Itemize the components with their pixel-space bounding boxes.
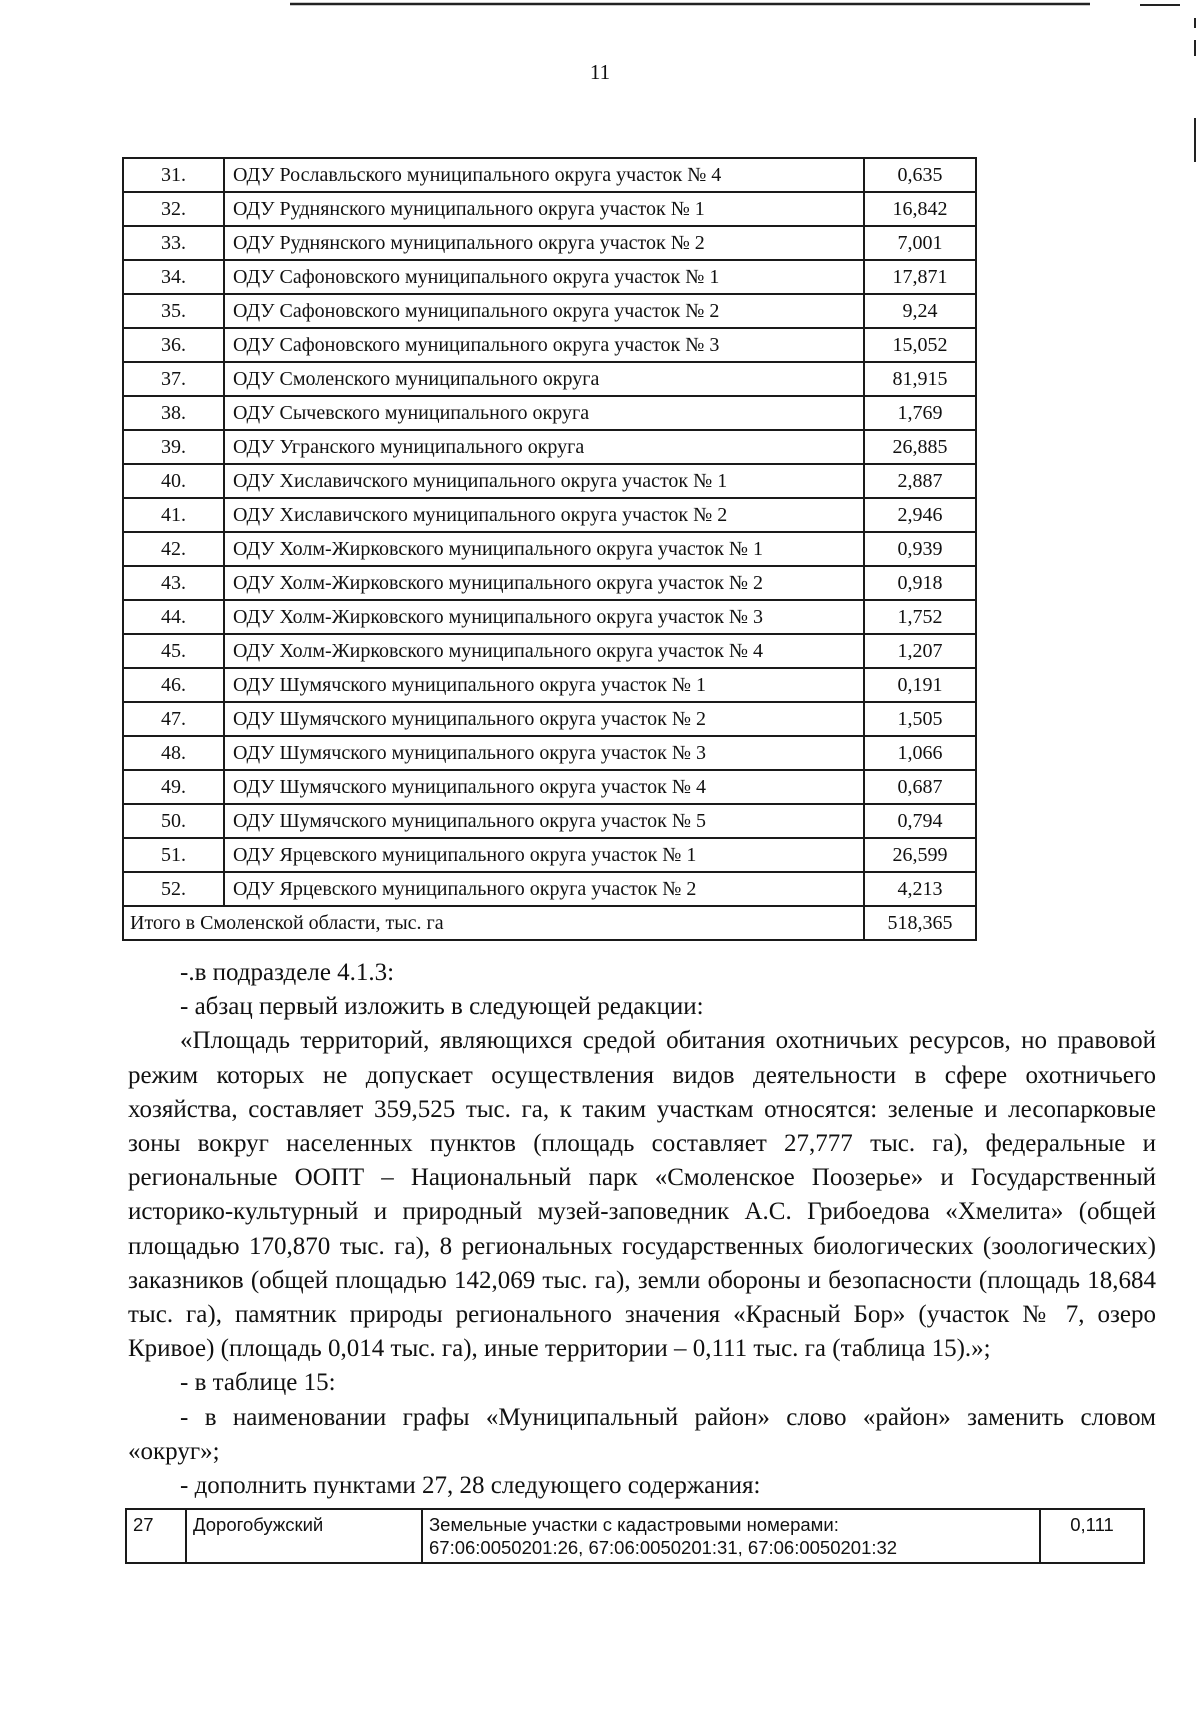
row-value: 0,794 (864, 804, 976, 838)
row-number: 52. (123, 872, 224, 906)
table-row (123, 158, 976, 192)
row-number: 46. (123, 668, 224, 702)
scan-edge-top (0, 0, 1200, 12)
table-row (126, 1509, 1144, 1563)
table-row (123, 838, 976, 872)
row-name: ОДУ Руднянского муниципального округа участок № 2 (224, 226, 864, 260)
row-value: 1,505 (864, 702, 976, 736)
amendment-text (128, 956, 1156, 1503)
row-name: ОДУ Хиславичского муниципального округа участок № 2 (224, 498, 864, 532)
row-value: 26,599 (864, 838, 976, 872)
row-name: ОДУ Ярцевского муниципального округа участок № 2 (224, 872, 864, 906)
row-value: 0,635 (864, 158, 976, 192)
table-row (123, 396, 976, 430)
bottom-row-number: 27 (126, 1509, 186, 1563)
row-name: ОДУ Шумячского муниципального округа участок № 1 (224, 668, 864, 702)
row-number: 42. (123, 532, 224, 566)
instruction-line: - абзац первый изложить в следующей редакции: (180, 993, 704, 1021)
table-row (123, 226, 976, 260)
bottom-row-district: Дорогобужский (186, 1509, 422, 1563)
row-value: 9,24 (864, 294, 976, 328)
row-value: 1,066 (864, 736, 976, 770)
row-number: 40. (123, 464, 224, 498)
row-name: ОДУ Шумячского муниципального округа участок № 5 (224, 804, 864, 838)
row-number: 36. (123, 328, 224, 362)
row-number: 34. (123, 260, 224, 294)
description-line-2: 67:06:0050201:26, 67:06:0050201:31, 67:06:0050201:32 (429, 1537, 898, 1558)
row-value: 16,842 (864, 192, 976, 226)
table-row (123, 872, 976, 906)
hunting-grounds-table (122, 157, 977, 941)
row-name: ОДУ Сафоновского муниципального округа участок № 3 (224, 328, 864, 362)
row-name: ОДУ Холм-Жирковского муниципального округа участок № 1 (224, 532, 864, 566)
table-row (123, 464, 976, 498)
row-number: 45. (123, 634, 224, 668)
row-value: 0,191 (864, 668, 976, 702)
row-value: 0,918 (864, 566, 976, 600)
scan-edge-right (1176, 0, 1200, 200)
row-name: ОДУ Рославльского муниципального округа участок № 4 (224, 158, 864, 192)
row-number: 32. (123, 192, 224, 226)
row-number: 43. (123, 566, 224, 600)
table-row (123, 328, 976, 362)
add-items-line: - дополнить пунктами 27, 28 следующего содержания: (180, 1472, 761, 1500)
row-number: 44. (123, 600, 224, 634)
row-name: ОДУ Ярцевского муниципального округа участок № 1 (224, 838, 864, 872)
row-value: 4,213 (864, 872, 976, 906)
table-row (123, 736, 976, 770)
row-value: 2,946 (864, 498, 976, 532)
bottom-row-description (422, 1509, 1040, 1563)
row-value: 81,915 (864, 362, 976, 396)
row-value: 2,887 (864, 464, 976, 498)
row-number: 38. (123, 396, 224, 430)
table15-line: - в таблице 15: (180, 1369, 336, 1397)
row-number: 51. (123, 838, 224, 872)
description-line-1: Земельные участки с кадастровыми номерами: (429, 1514, 839, 1535)
column-rename-line: - в наименовании графы «Муниципальный район» слово «район» заменить словом «округ»; (128, 1403, 1156, 1465)
new-paragraph-text: «Площадь территорий, являющихся средой обитания охотничьих ресурсов, но правовой режим которых не допускает осуществления видов деятельности в сфере охотничьего хозяйства, составляет 359,525 тыс. га, к таким участкам относятся: зеленые и лесопарковые зоны вокруг населенных пунктов (площадь составляет 27,777 тыс. га), федеральные и региональные ООПТ – Национальный парк «Смоленское Поозерье» и Государственный историко-культурный и природный музей-заповедник А.С. Грибоедова «Хмелита» (общей площадью 170,870 тыс. га), 8 региональных государственных биологических (зоологических) заказников (общей площадью 142,069 тыс. га), земли обороны и безопасности (площадь 18,684 тыс. га), памятник природы регионального значения «Красный Бор» (участок № 7, озеро Кривое) (площадь 0,014 тыс. га), иные территории – 0,111 тыс. га (таблица 15).»; (128, 1027, 1156, 1363)
table-body (123, 158, 976, 906)
row-value: 17,871 (864, 260, 976, 294)
row-value: 26,885 (864, 430, 976, 464)
table-row (123, 600, 976, 634)
row-number: 33. (123, 226, 224, 260)
table-row (123, 260, 976, 294)
row-name: ОДУ Руднянского муниципального округа участок № 1 (224, 192, 864, 226)
table-total-row (123, 906, 976, 940)
row-name: ОДУ Холм-Жирковского муниципального округа участок № 2 (224, 566, 864, 600)
row-name: ОДУ Шумячского муниципального округа участок № 4 (224, 770, 864, 804)
row-name: ОДУ Шумячского муниципального округа участок № 2 (224, 702, 864, 736)
total-label: Итого в Смоленской области, тыс. га (123, 906, 864, 940)
row-name: ОДУ Холм-Жирковского муниципального округа участок № 4 (224, 634, 864, 668)
row-number: 31. (123, 158, 224, 192)
page-number: 11 (589, 60, 611, 84)
table-row (123, 362, 976, 396)
table-row (123, 498, 976, 532)
row-value: 1,752 (864, 600, 976, 634)
row-name: ОДУ Сафоновского муниципального округа участок № 2 (224, 294, 864, 328)
row-number: 39. (123, 430, 224, 464)
table-row (123, 770, 976, 804)
row-number: 50. (123, 804, 224, 838)
row-name: ОДУ Сафоновского муниципального округа участок № 1 (224, 260, 864, 294)
table-row (123, 702, 976, 736)
table-row (123, 192, 976, 226)
row-value: 0,687 (864, 770, 976, 804)
row-name: ОДУ Холм-Жирковского муниципального округа участок № 3 (224, 600, 864, 634)
subsection-line: -.в подразделе 4.1.3: (180, 959, 395, 986)
row-name: ОДУ Хиславичского муниципального округа участок № 1 (224, 464, 864, 498)
table-row (123, 634, 976, 668)
row-value: 1,207 (864, 634, 976, 668)
row-number: 35. (123, 294, 224, 328)
row-number: 37. (123, 362, 224, 396)
table-row (123, 804, 976, 838)
row-name: ОДУ Угранского муниципального округа (224, 430, 864, 464)
total-value: 518,365 (864, 906, 976, 940)
row-number: 41. (123, 498, 224, 532)
row-name: ОДУ Сычевского муниципального округа (224, 396, 864, 430)
table-row (123, 566, 976, 600)
bottom-row-value: 0,111 (1040, 1509, 1144, 1563)
row-value: 1,769 (864, 396, 976, 430)
row-number: 47. (123, 702, 224, 736)
row-value: 0,939 (864, 532, 976, 566)
table-row (123, 294, 976, 328)
row-value: 7,001 (864, 226, 976, 260)
table-row (123, 668, 976, 702)
row-number: 48. (123, 736, 224, 770)
row-number: 49. (123, 770, 224, 804)
row-value: 15,052 (864, 328, 976, 362)
row-name: ОДУ Шумячского муниципального округа участок № 3 (224, 736, 864, 770)
table-row (123, 430, 976, 464)
row-name: ОДУ Смоленского муниципального округа (224, 362, 864, 396)
table15-addition (125, 1508, 1145, 1564)
table-row (123, 532, 976, 566)
